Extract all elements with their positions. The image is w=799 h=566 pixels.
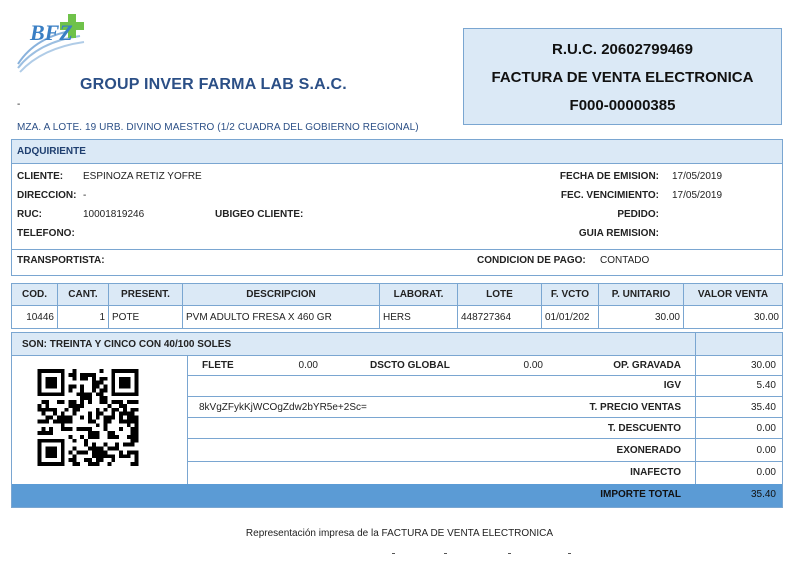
fecha-emision-label: FECHA DE EMISION:: [559, 171, 659, 182]
ruc-value: 10001819246: [83, 209, 145, 220]
buyer-header-bar: [12, 140, 782, 164]
table-row: [12, 306, 783, 329]
inafecto-value: 0.00: [756, 467, 776, 478]
cell-descripcion: PVM ADULTO FRESA X 460 GR: [183, 306, 380, 329]
divider: [187, 461, 782, 462]
cell-punitario: 30.00: [599, 306, 684, 329]
fec-venc-value: 17/05/2019: [672, 190, 723, 201]
fec-venc-label: FEC. VENCIMIENTO:: [560, 190, 659, 201]
qr-code: [36, 369, 140, 466]
flete-value: 0.00: [298, 360, 318, 371]
col-punitario: P. UNITARIO: [599, 284, 684, 306]
divider: [187, 438, 782, 439]
exonerado-value: 0.00: [756, 445, 776, 456]
company-address: MZA. A LOTE. 19 URB. DIVINO MAESTRO (1/2 CUADRA DEL GOBIERNO REGIONAL): [17, 122, 419, 133]
op-gravada-value: 30.00: [750, 360, 776, 371]
cell-cod: 10446: [12, 306, 58, 329]
descuento-value: 0.00: [756, 423, 776, 434]
buyer-separator: [12, 249, 782, 250]
invoice-id-box: [463, 28, 782, 125]
exonerado-label: EXONERADO: [616, 445, 681, 456]
telefono-label: TELEFONO:: [17, 228, 75, 239]
dscto-label: DSCTO GLOBAL: [370, 360, 450, 371]
footer-dots: [388, 552, 578, 555]
cliente-value: ESPINOZA RETIZ YOFRE: [83, 171, 202, 182]
ruc-label: RUC:: [17, 209, 42, 220]
divider: [12, 355, 782, 356]
cell-fvcto: 01/01/202: [542, 306, 599, 329]
condicion-label: CONDICION DE PAGO:: [477, 255, 586, 266]
precio-ventas-label: T. PRECIO VENTAS: [589, 402, 681, 413]
cliente-label: CLIENTE:: [17, 171, 64, 182]
direccion-value: -: [83, 190, 87, 201]
col-cant: CANT.: [58, 284, 109, 306]
cell-cant: 1: [58, 306, 109, 329]
flete-label: FLETE: [202, 360, 234, 371]
invoice-number: F000-00000385: [569, 97, 676, 114]
fecha-emision-value: 17/05/2019: [672, 171, 723, 182]
company-dash: -: [17, 99, 21, 110]
inafecto-label: INAFECTO: [630, 467, 681, 478]
cell-present: POTE: [109, 306, 183, 329]
cell-valor-venta: 30.00: [684, 306, 783, 329]
col-lote: LOTE: [458, 284, 542, 306]
divider: [187, 375, 782, 376]
importe-total-label: IMPORTE TOTAL: [600, 489, 681, 500]
cell-laborat: HERS: [380, 306, 458, 329]
col-valor-venta: VALOR VENTA: [684, 284, 783, 306]
buyer-box: [11, 139, 783, 276]
col-cod: COD.: [12, 284, 58, 306]
descuento-label: T. DESCUENTO: [607, 423, 681, 434]
divider: [187, 396, 782, 397]
company-name: GROUP INVER FARMA LAB S.A.C.: [80, 76, 347, 93]
pedido-label: PEDIDO:: [617, 209, 659, 220]
invoice-type: FACTURA DE VENTA ELECTRONICA: [491, 69, 754, 86]
ruc-line: R.U.C. 20602799469: [552, 41, 693, 58]
precio-ventas-value: 35.40: [750, 402, 776, 413]
op-gravada-label: OP. GRAVADA: [613, 360, 681, 371]
guia-label: GUIA REMISION:: [578, 228, 659, 239]
importe-total-value: 35.40: [750, 489, 776, 500]
direccion-label: DIRECCION:: [17, 190, 77, 201]
company-logo: [16, 6, 92, 74]
igv-value: 5.40: [756, 380, 776, 391]
divider: [187, 417, 782, 418]
col-fvcto: F. VCTO: [542, 284, 599, 306]
transportista-label: TRANSPORTISTA:: [17, 255, 105, 266]
condicion-value: CONTADO: [600, 255, 650, 266]
items-table: [11, 283, 783, 329]
col-descripcion: DESCRIPCION: [183, 284, 380, 306]
footer-text: Representación impresa de la FACTURA DE VENTA ELECTRONICA: [245, 528, 554, 539]
buyer-header: ADQUIRIENTE: [17, 146, 86, 157]
dscto-value: 0.00: [523, 360, 543, 371]
ubigeo-label: UBIGEO CLIENTE:: [215, 209, 304, 220]
col-present: PRESENT.: [109, 284, 183, 306]
igv-label: IGV: [663, 380, 681, 391]
col-laborat: LABORAT.: [380, 284, 458, 306]
son-text: SON: TREINTA Y CINCO CON 40/100 SOLES: [22, 339, 232, 350]
items-header-row: [12, 284, 783, 306]
logo-text: BFZ: [30, 20, 73, 45]
hash-text: 8kVgZFykKjWCOgZdw2bYR5e+2Sc=: [199, 402, 367, 413]
cell-lote: 448727364: [458, 306, 542, 329]
